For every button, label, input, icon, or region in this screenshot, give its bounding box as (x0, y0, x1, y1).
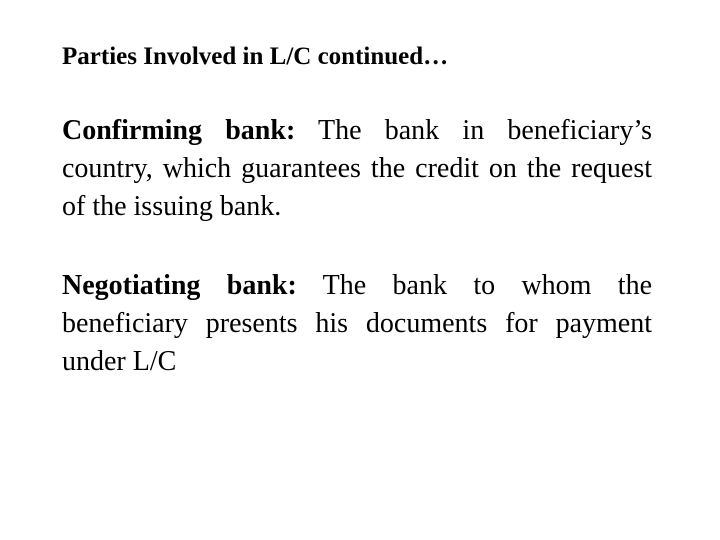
definition-text: The bank in beneficiary’s country, which guarantees the credit on the request of the issuing bank. (62, 115, 653, 222)
definition-term: Confirming bank: (62, 115, 296, 146)
slide-title: Parties Involved in L/C continued… (62, 43, 449, 70)
definition-confirming-bank (62, 112, 652, 226)
definition-negotiating-bank (62, 267, 652, 381)
definition-term: Negotiating bank: (62, 270, 297, 301)
definition-text: The bank to whom the beneficiary presents his documents for payment under L/C (62, 270, 652, 377)
